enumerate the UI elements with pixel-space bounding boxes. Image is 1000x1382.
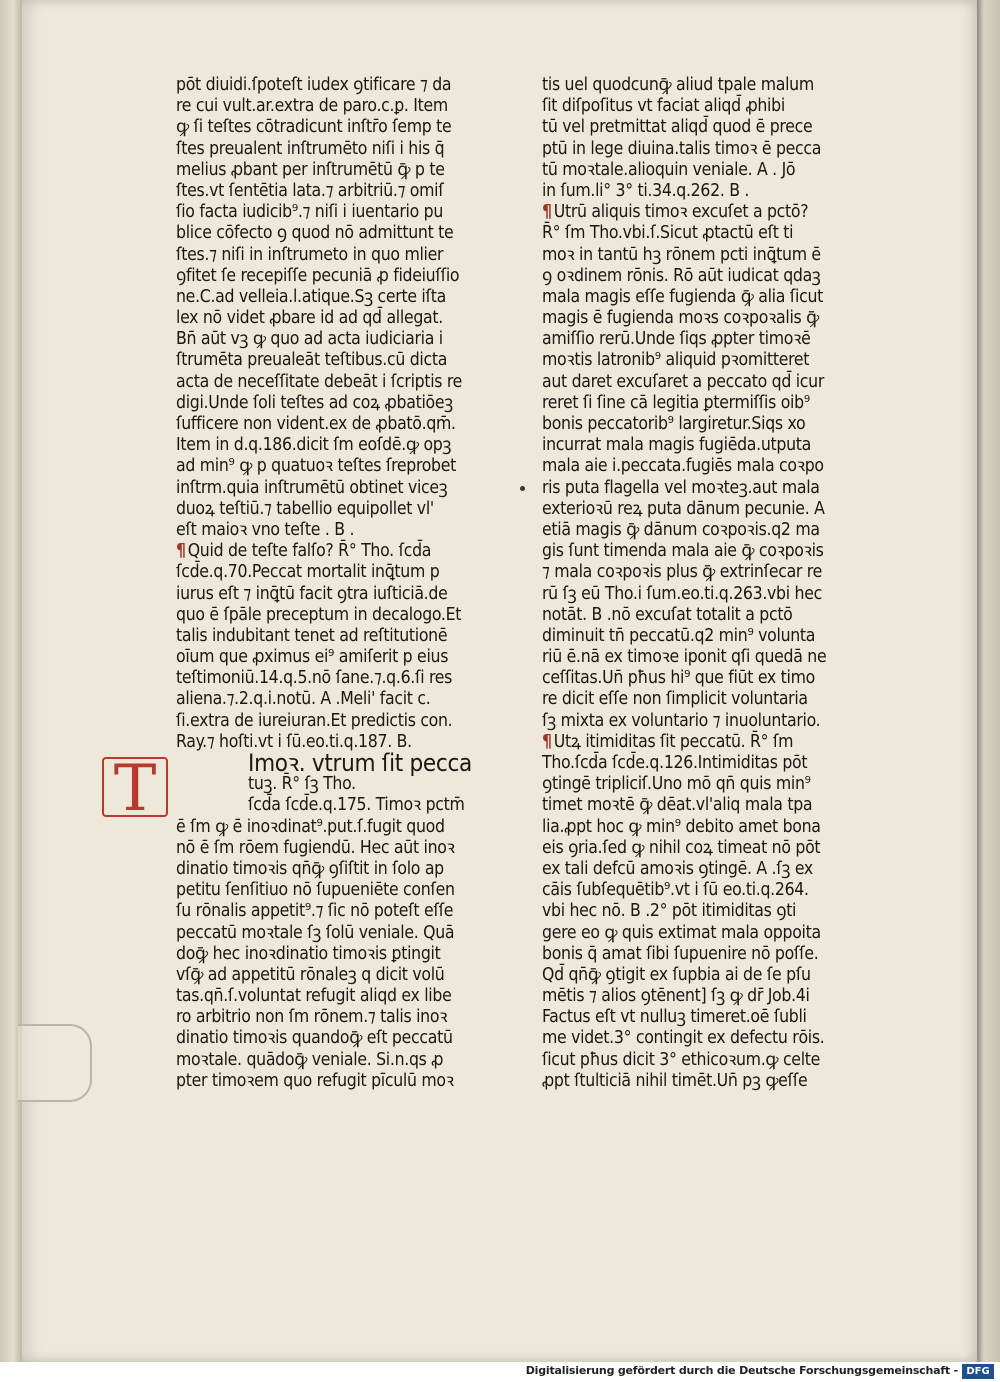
text-line: ſio facta iudicib⁹.⁊ niſi i iuentario pu — [176, 202, 444, 223]
text-line: vbi hec nō. B .2° pōt itimiditas ꝯti — [542, 901, 797, 922]
text-line: blice cōfecto ꝯ quod nō admittunt te — [176, 223, 454, 244]
text-line: re cui vult.ar.extra de paro.c.ꝑ. Item — [176, 96, 448, 117]
text-line: reret ſi ſine cā legitia ꝑtermiſſis oib⁹ — [542, 392, 810, 413]
text-line: ad min⁹ ꝙ p quatuoꝛ teſtes ſreprobet — [176, 456, 457, 477]
text-line: ſicut pħus dicit 3° ethicoꝛum.ꝙ celte — [542, 1049, 821, 1070]
text-line: ex tali defcū amoꝛis ꝯtingē. A .ſꝫ ex — [542, 858, 813, 879]
text-line: gere eo ꝙ quis extimat mala oppoita — [542, 922, 821, 943]
text-line: exterioꝛū reꝝ puta dānum pecunie. A — [542, 498, 825, 519]
ink-dot — [520, 486, 525, 491]
text-line: Item in d.q.186.dicit ſm eoſdē.ꝙ opꝫ — [176, 435, 452, 456]
text-line: iurus eſt ⁊ inꝗ̄tū facit ꝯtra iuſticiā.de — [176, 583, 448, 604]
text-line: R̄° ſm Tho.vbi.ſ.Sicut ꝓtactū eſt ti — [542, 223, 794, 244]
text-line: re dicit eſſe non ſimplicit voluntaria — [542, 689, 808, 710]
text-line: ⁊ mala coꝛpoꝛis plus ꝙ̄ extrinſecar re — [542, 562, 822, 583]
text-line: tas.qn̄.ſ.voluntat refugit aliqd ex libe — [176, 986, 452, 1007]
text-line: moꝛtale. quādoꝙ̄ veniale. Si.n.qs ꝓ — [176, 1049, 444, 1070]
text-line: ſꝫ mixta ex voluntario ⁊ inuoluntario. — [542, 710, 821, 731]
text-line: lia.ꝓpt hoc ꝙ min⁹ debito amet bona — [542, 816, 821, 837]
text-line: tū moꝛtale.alioquin veniale. A . Jō — [542, 159, 796, 180]
text-line: me videt.3° contingit ex defectu rōis. — [542, 1028, 825, 1049]
text-line: Factus eſt vt nulluꝫ timeret.oē ſubli — [542, 1007, 807, 1028]
rubric-pilcrow: ¶ — [176, 541, 186, 562]
text-line — [542, 732, 878, 753]
text-line: ſi.extra de iureiuran.Et predictis con. — [176, 710, 453, 731]
text-line — [542, 202, 878, 223]
line-text: Utrū aliquis timoꝛ excuſet a pctō? — [553, 202, 809, 223]
text-line: riū ē.nā ex timoꝛe iponit qſi quedā ne — [542, 647, 827, 668]
text-line: Bn̄ aūt vꝫ ꝙ quo ad acta iudiciaria i — [176, 329, 443, 350]
text-line: mētis ⁊ alios ꝯtēnent] ſꝫ ꝙ dr̄ Job.4i — [542, 986, 810, 1007]
text-line: acta de neceſſitate debeāt i ſcriptis re — [176, 371, 463, 392]
text-line: talis indubitant tenet ad reſtitutionē — [176, 625, 448, 646]
text-line: ꝓpt ſtulticiā nihil timēt.Un̄ pꝫ ꝙeſſe — [542, 1070, 808, 1091]
text-line: duoꝝ teſtiū.⁊ tabellio equipollet vl' — [176, 498, 434, 519]
rubricated-initial: T — [102, 757, 168, 817]
text-line: teſtimoniū.14.q.5.nō ſane.⁊.q.6.ſi res — [176, 668, 453, 689]
text-line: quo ē ſpāle preceptum in decalogo.Et — [176, 604, 462, 625]
left-text-column — [113, 75, 512, 1092]
text-line: eis ꝯria.ſed ꝙ nihil coꝝ timeat nō pōt — [542, 837, 821, 858]
right-text-column — [542, 75, 878, 1092]
text-line: melius ꝓbant per inſtrumētū ꝙ̄ p te — [176, 159, 445, 180]
text-line: Ray.⁊ hoſti.vt i ſū.eo.ti.q.187. B. — [176, 731, 412, 752]
text-line: ꝯfitet ſe recepiſſe pecuniā ꝓ fideiuſſio — [176, 265, 460, 286]
previous-page-edge — [0, 0, 22, 1362]
line-text: Quid de teſte falſo? R̄° Tho. ſcd̄a — [187, 541, 432, 562]
text-line: timet moꝛtē ꝙ̄ dēat.vl'aliq mala tpa — [542, 795, 813, 816]
text-line: tis uel quodcunꝙ̄ aliud tpale malum — [542, 75, 814, 95]
text-line: moꝛtis latronib⁹ aliquid pꝛomitteret — [542, 350, 810, 371]
text-line: incurrat mala magis fugiēda.utputa — [542, 435, 811, 456]
text-line: gis ſunt timenda mala aie ꝙ̄ coꝛpoꝛis — [542, 541, 824, 562]
binding-clip — [18, 1024, 92, 1102]
dfg-logo: DFG — [962, 1364, 994, 1379]
text-line: pter timoꝛem quo refugit pīculū moꝛ — [176, 1070, 454, 1091]
text-line: pōt diuidi.ſpoteſt iudex ꝯtificare ⁊ da — [176, 75, 452, 95]
text-line: Tho.ſcd̄a ſcd̄e.q.126.Intimiditas pōt — [542, 753, 808, 773]
text-line: Imoꝛ. vtrum ſit pecca T — [176, 753, 512, 774]
text-line: ſtes preualent inſtrumēto niſi i his q̄ — [176, 138, 445, 159]
text-line: nō ē ſm rōem fugiendū. Hec aūt inoꝛ — [176, 837, 455, 858]
text-line: ne.C.ad velleia.l.atique.Sꝫ certe iſta — [176, 286, 446, 307]
text-line: dinatio timoꝛis quandoꝙ̄ eſt peccatū — [176, 1028, 453, 1049]
text-line: digi.Unde ſoli teſtes ad coꝝ ꝓbatiōeꝫ — [176, 392, 453, 413]
text-line: Qd̄ qn̄ꝙ̄ ꝯtigit ex ſupbia ai de ſe pſu — [542, 964, 811, 985]
text-line — [176, 541, 512, 562]
text-line: tuꝫ. R̄° ſꝫ Tho. — [248, 774, 356, 795]
funding-credit: Digitalisierung gefördert durch die Deutsche Forschungsgemeinschaft - — [525, 1364, 958, 1377]
text-line: magis ē fugienda moꝛs coꝛpoꝛalis ꝙ̄ — [542, 308, 819, 329]
text-line: ꝙ ſi teſtes cōtradicunt inſtr̄o ſemp te — [176, 117, 452, 138]
rubric-pilcrow: ¶ — [542, 731, 552, 752]
text-line: diminuit tn̄ peccatū.q2 min⁹ volunta — [542, 625, 816, 646]
text-line: ptū in lege diuina.talis timoꝛ ē pecca — [542, 138, 822, 159]
text-line: eſt maioꝛ vno teſte . B . — [176, 519, 355, 540]
text-line: notāt. B .nō excuſat totalit a pctō — [542, 604, 793, 625]
text-line: in ſum.li° 3° ti.34.q.262. B . — [542, 180, 750, 201]
text-line: petitu ſenſitiuo nō ſupueniēte conſen — [176, 880, 455, 901]
text-line: oīum que ꝓximus ei⁹ amiſerit p eius — [176, 647, 449, 668]
text-line: rū ſꝫ eū Tho.i ſum.eo.ti.q.263.vbi hec — [542, 583, 822, 604]
text-line: ꝯtingē tripliciſ.Uno mō qn̄ quis min⁹ — [542, 774, 811, 795]
text-line: lex nō videt ꝓbare id ad qd̄ allegat. — [176, 308, 443, 329]
line-text: Utꝝ itimiditas ſit peccatū. R̄° ſm — [553, 731, 794, 752]
text-line: cāis ſubſequētib⁹.vt i ſū eo.ti.q.264. — [542, 880, 809, 901]
text-line: etiā magis ꝙ̄ dānum coꝛpoꝛis.q2 ma — [542, 519, 820, 540]
text-line: ſtrumēta preualeāt teſtibus.cū dicta — [176, 350, 448, 371]
text-line: mala magis eſſe fugienda ꝙ̄ alia ſicut — [542, 286, 824, 307]
text-line: mala aie i.peccata.fugiēs mala coꝛpo — [542, 456, 824, 477]
text-line: ſcd̄a ſcd̄e.q.175. Timoꝛ pctm̄ — [248, 795, 465, 816]
page-fore-edge — [977, 0, 1000, 1362]
text-line: ſtes.⁊ niſi in inſtrumeto in quo mlier — [176, 244, 444, 265]
text-line: ceſſitas.Un̄ pħus hi⁹ que fiūt ex timo — [542, 668, 815, 689]
text-line: vſꝙ̄ ad appetitū rōnaleꝫ q dicit volū — [176, 964, 445, 985]
text-line: ſufficere non vident.ex de ꝓbatō.qm̄. — [176, 414, 456, 434]
text-line: bonis q̄ amat ſibi ſupuenire nō poſſe. — [542, 943, 819, 964]
text-line: aut daret excuſaret a peccato qd̄ icur — [542, 371, 824, 392]
rubric-pilcrow: ¶ — [542, 202, 552, 223]
text-line: moꝛ in tantū hꝫ rōnem pcti inꝗ̄tum ē — [542, 244, 821, 265]
text-line: ro arbitrio non ſm rōnem.⁊ talis inoꝛ — [176, 1007, 448, 1028]
text-line: aliena.⁊.2.q.i.notū. A .Meli' facit c. — [176, 689, 431, 710]
text-line: inſtrm.quia inſtrumētū obtinet viceꝫ — [176, 477, 448, 498]
text-line: ꝯ oꝛdinem rōnis. Rō aūt iudicat qdaꝫ — [542, 265, 821, 286]
text-line: tū vel pretmittat aliqd̄ quod ē prece — [542, 117, 813, 138]
text-line: ē ſm ꝙ ē inoꝛdinat⁹.put.ſ.fugit quod — [176, 816, 445, 837]
text-line: ſit diſpoſitus vt faciat aliqd̄ ꝓhibi — [542, 96, 785, 117]
text-line: ſu rōnalis appetit⁹.⁊ ſic nō poteſt eſſe — [176, 901, 454, 922]
text-line: ſtes.vt ſentētia lata.⁊ arbitriū.⁊ omiſ — [176, 180, 444, 201]
text-line: doꝙ̄ hec inoꝛdinatio timoꝛis ꝑtingit — [176, 943, 441, 964]
text-line: ris puta flagella vel moꝛteꝫ.aut mala — [542, 477, 820, 498]
text-line: ſcd̄e.q.70.Peccat mortalit inꝗ̄tum p — [176, 562, 440, 583]
text-line: bonis peccatorib⁹ largiretur.Siqs xo — [542, 414, 806, 434]
text-line: peccatū moꝛtale ſꝫ ſolū veniale. Quā — [176, 922, 455, 943]
text-line: dinatio timoꝛis qn̄ꝙ̄ ꝯſiſtit in ſolo ap — [176, 858, 444, 879]
text-line: amiſſio rerū.Unde ſiqs ꝓpter timoꝛē — [542, 329, 811, 350]
